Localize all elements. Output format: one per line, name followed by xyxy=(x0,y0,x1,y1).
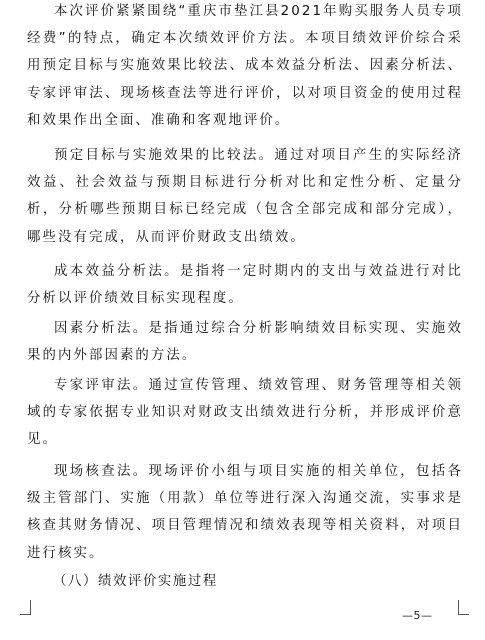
paragraph-target-comparison: 预定目标与实施效果的比较法。通过对项目产生的实际经济效益、社会效益与预期目标进行分析对比和定性分析、定量分析，分析哪些预期目标已经完成（包含全部完成和部分完成），哪些没有完成，从而评价财政支出绩效。 xyxy=(27,148,463,245)
paragraph-site-inspection: 现场核查法。现场评价小组与项目实施的相关单位，包括各级主管部门、实施（用款）单位等进行深入沟通交流，实事求是核查其财务情况、项目管理情况和绩效表现等相关资料，对项目进行核实。 xyxy=(27,464,463,561)
paragraph-cost-benefit: 成本效益分析法。是指将一定时期内的支出与效益进行对比分析以评价绩效目标实现程度。 xyxy=(27,264,463,307)
crop-mark-left xyxy=(20,600,31,615)
section-heading: （八）绩效评价实施过程 xyxy=(53,574,218,589)
paragraph-expert-review: 专家评审法。通过宣传管理、绩效管理、财务管理等相关领域的专家依据专业知识对财政支出绩效进行分析，并形成评价意见。 xyxy=(27,378,463,448)
paragraph-evaluation-methods: 本次评价紧紧围绕“重庆市垫江县2021年购买服务人员专项经费”的特点，确定本次绩效评价方法。本项目绩效评价综合采用预定目标与实施效果比较法、成本效益分析法、因素分析法、专家评审法、现场核查法等进行评价，以对项目资金的使用过程和效果作出全面、准确和客观地评价。 xyxy=(27,4,463,128)
page-number: —5— xyxy=(402,609,433,622)
paragraph-factor-analysis: 因素分析法。是指通过综合分析影响绩效目标实现、实施效果的内外部因素的方法。 xyxy=(27,321,463,364)
crop-mark-right xyxy=(458,600,469,615)
